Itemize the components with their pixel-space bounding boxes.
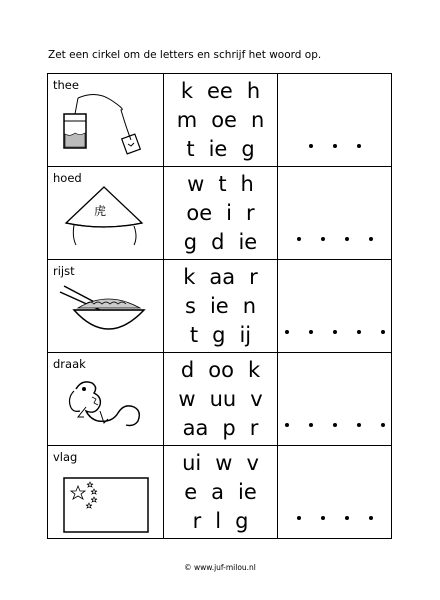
letter-row (186, 199, 254, 227)
teabag-icon (56, 92, 156, 162)
letter-slot-dot (309, 144, 313, 148)
dragon-icon (56, 371, 156, 441)
letter-option[interactable]: k (180, 78, 193, 103)
letter-option[interactable]: h (246, 78, 261, 103)
letter-option[interactable]: t (186, 137, 195, 162)
letter-slot-dot (285, 423, 289, 427)
letter-option[interactable]: n (250, 107, 265, 132)
instruction-text: Zet een cirkel om de letters en schrijf het woord op. (48, 49, 322, 61)
letter-option[interactable]: v (246, 450, 259, 475)
answer-cell[interactable] (278, 353, 392, 446)
letter-row (181, 77, 260, 105)
letter-row (184, 478, 257, 506)
letter-option[interactable]: p (222, 416, 236, 441)
footer-credit: © www.juf-milou.nl (184, 563, 256, 572)
letter-option[interactable]: l (215, 509, 222, 534)
letter-option[interactable]: oe (211, 107, 237, 132)
letter-row (181, 356, 260, 384)
word-label: draak (53, 357, 86, 371)
letter-row (178, 385, 262, 413)
letter-slot-dot (321, 516, 325, 520)
chinese-flag-icon (56, 464, 156, 534)
letters-cell (164, 74, 278, 167)
letter-option[interactable]: ie (238, 479, 257, 504)
letter-row (183, 263, 258, 291)
answer-cell[interactable] (278, 260, 392, 353)
letter-option[interactable]: a (211, 479, 225, 504)
worksheet-table (47, 73, 392, 539)
letter-option[interactable]: d (211, 230, 225, 255)
worksheet-row-rijst (48, 260, 392, 353)
letter-option[interactable]: h (240, 171, 254, 196)
letter-option[interactable]: t (218, 171, 227, 196)
letter-slot-dot (369, 237, 373, 241)
letter-slot-dot (357, 144, 361, 148)
letter-option[interactable]: ie (208, 137, 228, 162)
letter-option[interactable]: ij (239, 323, 252, 348)
letter-row (177, 106, 265, 134)
letter-slot-dot (309, 423, 313, 427)
letter-option[interactable]: w (178, 386, 196, 411)
letter-slot-dot (357, 423, 361, 427)
word-label: vlag (53, 450, 78, 464)
letter-option[interactable]: ui (182, 450, 202, 475)
answer-dots (278, 516, 391, 520)
worksheet-row-hoed (48, 167, 392, 260)
letter-option[interactable]: aa (209, 264, 236, 289)
letter-slot-dot (285, 330, 289, 334)
letter-slot-dot (333, 144, 337, 148)
letter-slot-dot (345, 516, 349, 520)
hat-character-text: 虎 (94, 204, 107, 218)
letter-slot-dot (297, 516, 301, 520)
letter-row (186, 135, 254, 163)
letter-option[interactable]: ie (209, 293, 229, 318)
answer-dots (278, 144, 391, 148)
letter-option[interactable]: r (249, 264, 258, 289)
letter-slot-dot (357, 330, 361, 334)
letters-cell (164, 446, 278, 539)
letter-slot-dot (321, 237, 325, 241)
letter-option[interactable]: w (215, 450, 233, 475)
chinese-hat-icon (56, 185, 156, 255)
word-cell (48, 446, 164, 539)
letter-option[interactable]: s (184, 293, 196, 318)
answer-cell[interactable] (278, 74, 392, 167)
letter-row (185, 292, 256, 320)
letters-cell (164, 353, 278, 446)
letter-option[interactable]: w (187, 171, 205, 196)
letter-option[interactable]: g (241, 137, 255, 162)
letter-slot-dot (369, 516, 373, 520)
letter-option[interactable]: g (212, 323, 226, 348)
worksheet-row-thee (48, 74, 392, 167)
letter-option[interactable]: ie (238, 230, 258, 255)
letters-cell (164, 167, 278, 260)
letter-row (182, 449, 259, 477)
letter-slot-dot (381, 423, 385, 427)
answer-dots (278, 237, 391, 241)
letter-option[interactable]: ee (207, 78, 233, 103)
letter-slot-dot (309, 330, 313, 334)
letter-option[interactable]: oo (208, 357, 234, 382)
letter-row (184, 228, 257, 256)
letter-option[interactable]: r (245, 200, 255, 225)
letter-option[interactable]: k (183, 264, 196, 289)
worksheet-row-draak (48, 353, 392, 446)
rice-bowl-icon (56, 278, 156, 348)
letter-option[interactable]: g (183, 230, 198, 255)
word-cell (48, 353, 164, 446)
letter-row (190, 321, 251, 349)
letter-slot-dot (381, 330, 385, 334)
answer-cell[interactable] (278, 167, 392, 260)
letters-cell (164, 260, 278, 353)
letter-slot-dot (333, 330, 337, 334)
letter-option[interactable]: r (192, 509, 202, 534)
answer-dots (278, 423, 391, 427)
word-cell (48, 167, 164, 260)
letter-option[interactable]: uu (209, 386, 237, 411)
word-label: rijst (53, 264, 75, 278)
worksheet-row-vlag (48, 446, 392, 539)
word-cell (48, 260, 164, 353)
letter-option[interactable]: m (176, 107, 198, 132)
letter-option[interactable]: t (189, 323, 199, 348)
letter-option[interactable]: aa (182, 416, 209, 441)
letter-option[interactable]: k (247, 357, 261, 382)
letter-row (193, 507, 249, 535)
letter-option[interactable]: d (180, 357, 195, 382)
letter-slot-dot (345, 237, 349, 241)
letter-row (183, 414, 259, 442)
word-label: hoed (53, 171, 82, 185)
answer-cell[interactable] (278, 446, 392, 539)
letter-option[interactable]: v (250, 386, 263, 411)
answer-dots (278, 330, 391, 334)
letter-slot-dot (297, 237, 301, 241)
letter-option[interactable]: oe (186, 200, 213, 225)
letter-option[interactable]: g (235, 509, 249, 534)
word-label: thee (53, 78, 79, 92)
letter-option[interactable]: n (242, 293, 257, 318)
letter-slot-dot (333, 423, 337, 427)
letter-row (187, 170, 254, 198)
letter-option[interactable]: r (249, 416, 259, 441)
letter-option[interactable]: i (226, 200, 232, 225)
letter-option[interactable]: e (184, 479, 198, 504)
word-cell (48, 74, 164, 167)
